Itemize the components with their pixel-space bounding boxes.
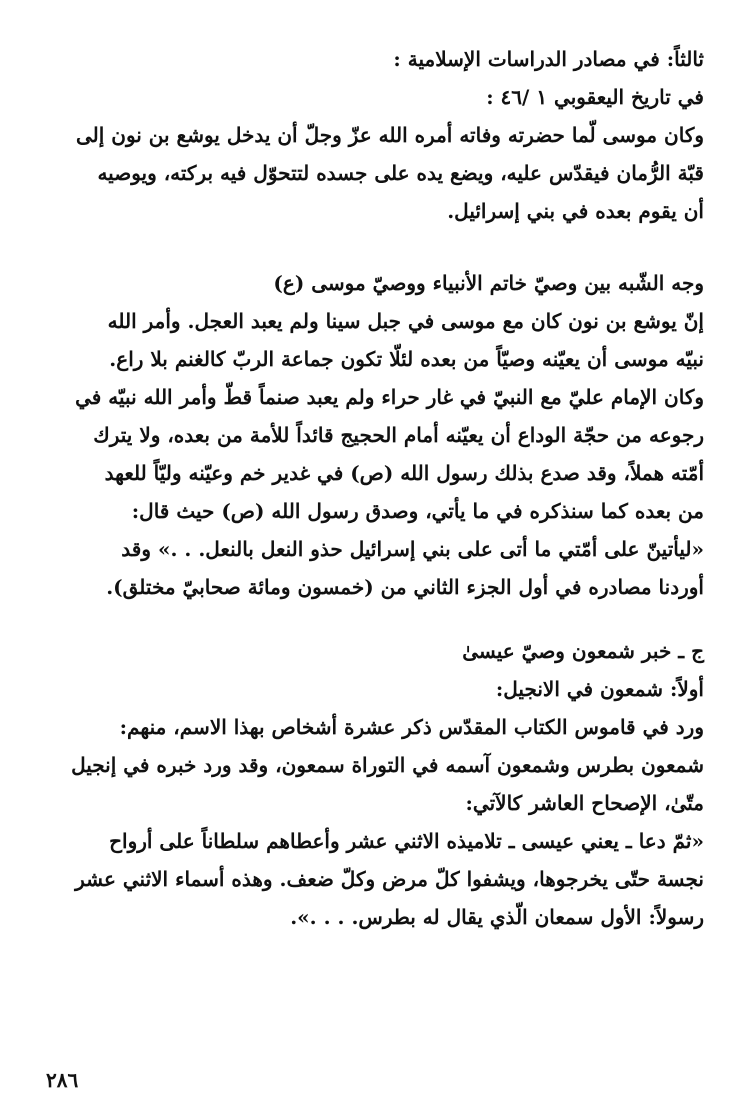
section-heading: ج ـ خبر شمعون وصيّ عيسىٰ [462,639,704,663]
text-line: أمّته هملاً، وقد صدع بذلك رسول الله (ص) في غدير خم وعيّنه وليّاً للعهد [104,461,704,485]
text-line: نجسة حتّى يخرجوها، ويشفوا كلّ مرض وكلّ ضعف. وهذه أسماء الاثني عشر [75,867,704,891]
text-line: نبيّه موسى أن يعيّنه وصيّاً من بعده لئلّا تكون جماعة الربّ كالغنم بلا راع. [109,347,704,371]
text-line: أن يقوم بعده في بني إسرائيل. [447,199,704,223]
quote-line: «ليأتينّ على أمّتي ما أتى على بني إسرائيل حذو النعل بالنعل. . .» وقد [121,537,704,561]
section-subheading: أولاً: شمعون في الانجيل: [495,677,704,701]
page-number: ٢٨٦ [46,1068,79,1092]
similarity-heading: وجه الشّبه بين وصيّ خاتم الأنبياء ووصيّ موسى (ع) [273,271,704,295]
text-line: شمعون بطرس وشمعون آسمه في التوراة سمعون، وقد ورد خبره في إنجيل [71,753,704,777]
text-line: وكان الإمام عليّ مع النبيّ في غار حراء ولم يعبد صنماً قطّ وأمر الله نبيّه في [75,385,704,409]
text-line: ورد في قاموس الكتاب المقدّس ذكر عشرة أشخاص بهذا الاسم، منهم: [119,715,704,739]
text-line: رسولاً: الأول سمعان الّذي يقال له بطرس. . . .». [290,905,704,929]
book-page [42,40,704,1080]
text-line: إنّ يوشع بن نون كان مع موسى في جبل سينا ولم يعبد العجل. وأمر الله [107,309,704,333]
text-line: وكان موسى لّما حضرته وفاته أمره الله عزّ وجلّ أن يدخل يوشع بن نون إلى [75,123,704,147]
section-subheading: في تاريخ اليعقوبي ١ /٤٦ : [486,85,704,109]
quote-line: «ثمّ دعا ـ يعني عيسى ـ تلاميذه الاثني عشر وأعطاهم سلطاناً على أرواح [109,829,704,853]
text-line: رجوعه من حجّة الوداع أن يعيّنه أمام الحجيج قائداً للأمة من بعده، ولا يترك [93,423,704,447]
text-line: متّىٰ، الإصحاح العاشر كالآتي: [465,791,704,815]
section-heading: ثالثاً: في مصادر الدراسات الإسلامية : [393,47,704,71]
text-line: قبّة الرُّمان فيقدّس عليه، ويضع يده على جسده لتتحوّل فيه بركته، ويوصيه [97,161,704,185]
text-line: أوردنا مصادره في أول الجزء الثاني من (خمسون ومائة صحابيّ مختلق). [106,575,704,599]
text-line: من بعده كما سنذكره في ما يأتي، وصدق رسول الله (ص) حيث قال: [131,499,704,523]
